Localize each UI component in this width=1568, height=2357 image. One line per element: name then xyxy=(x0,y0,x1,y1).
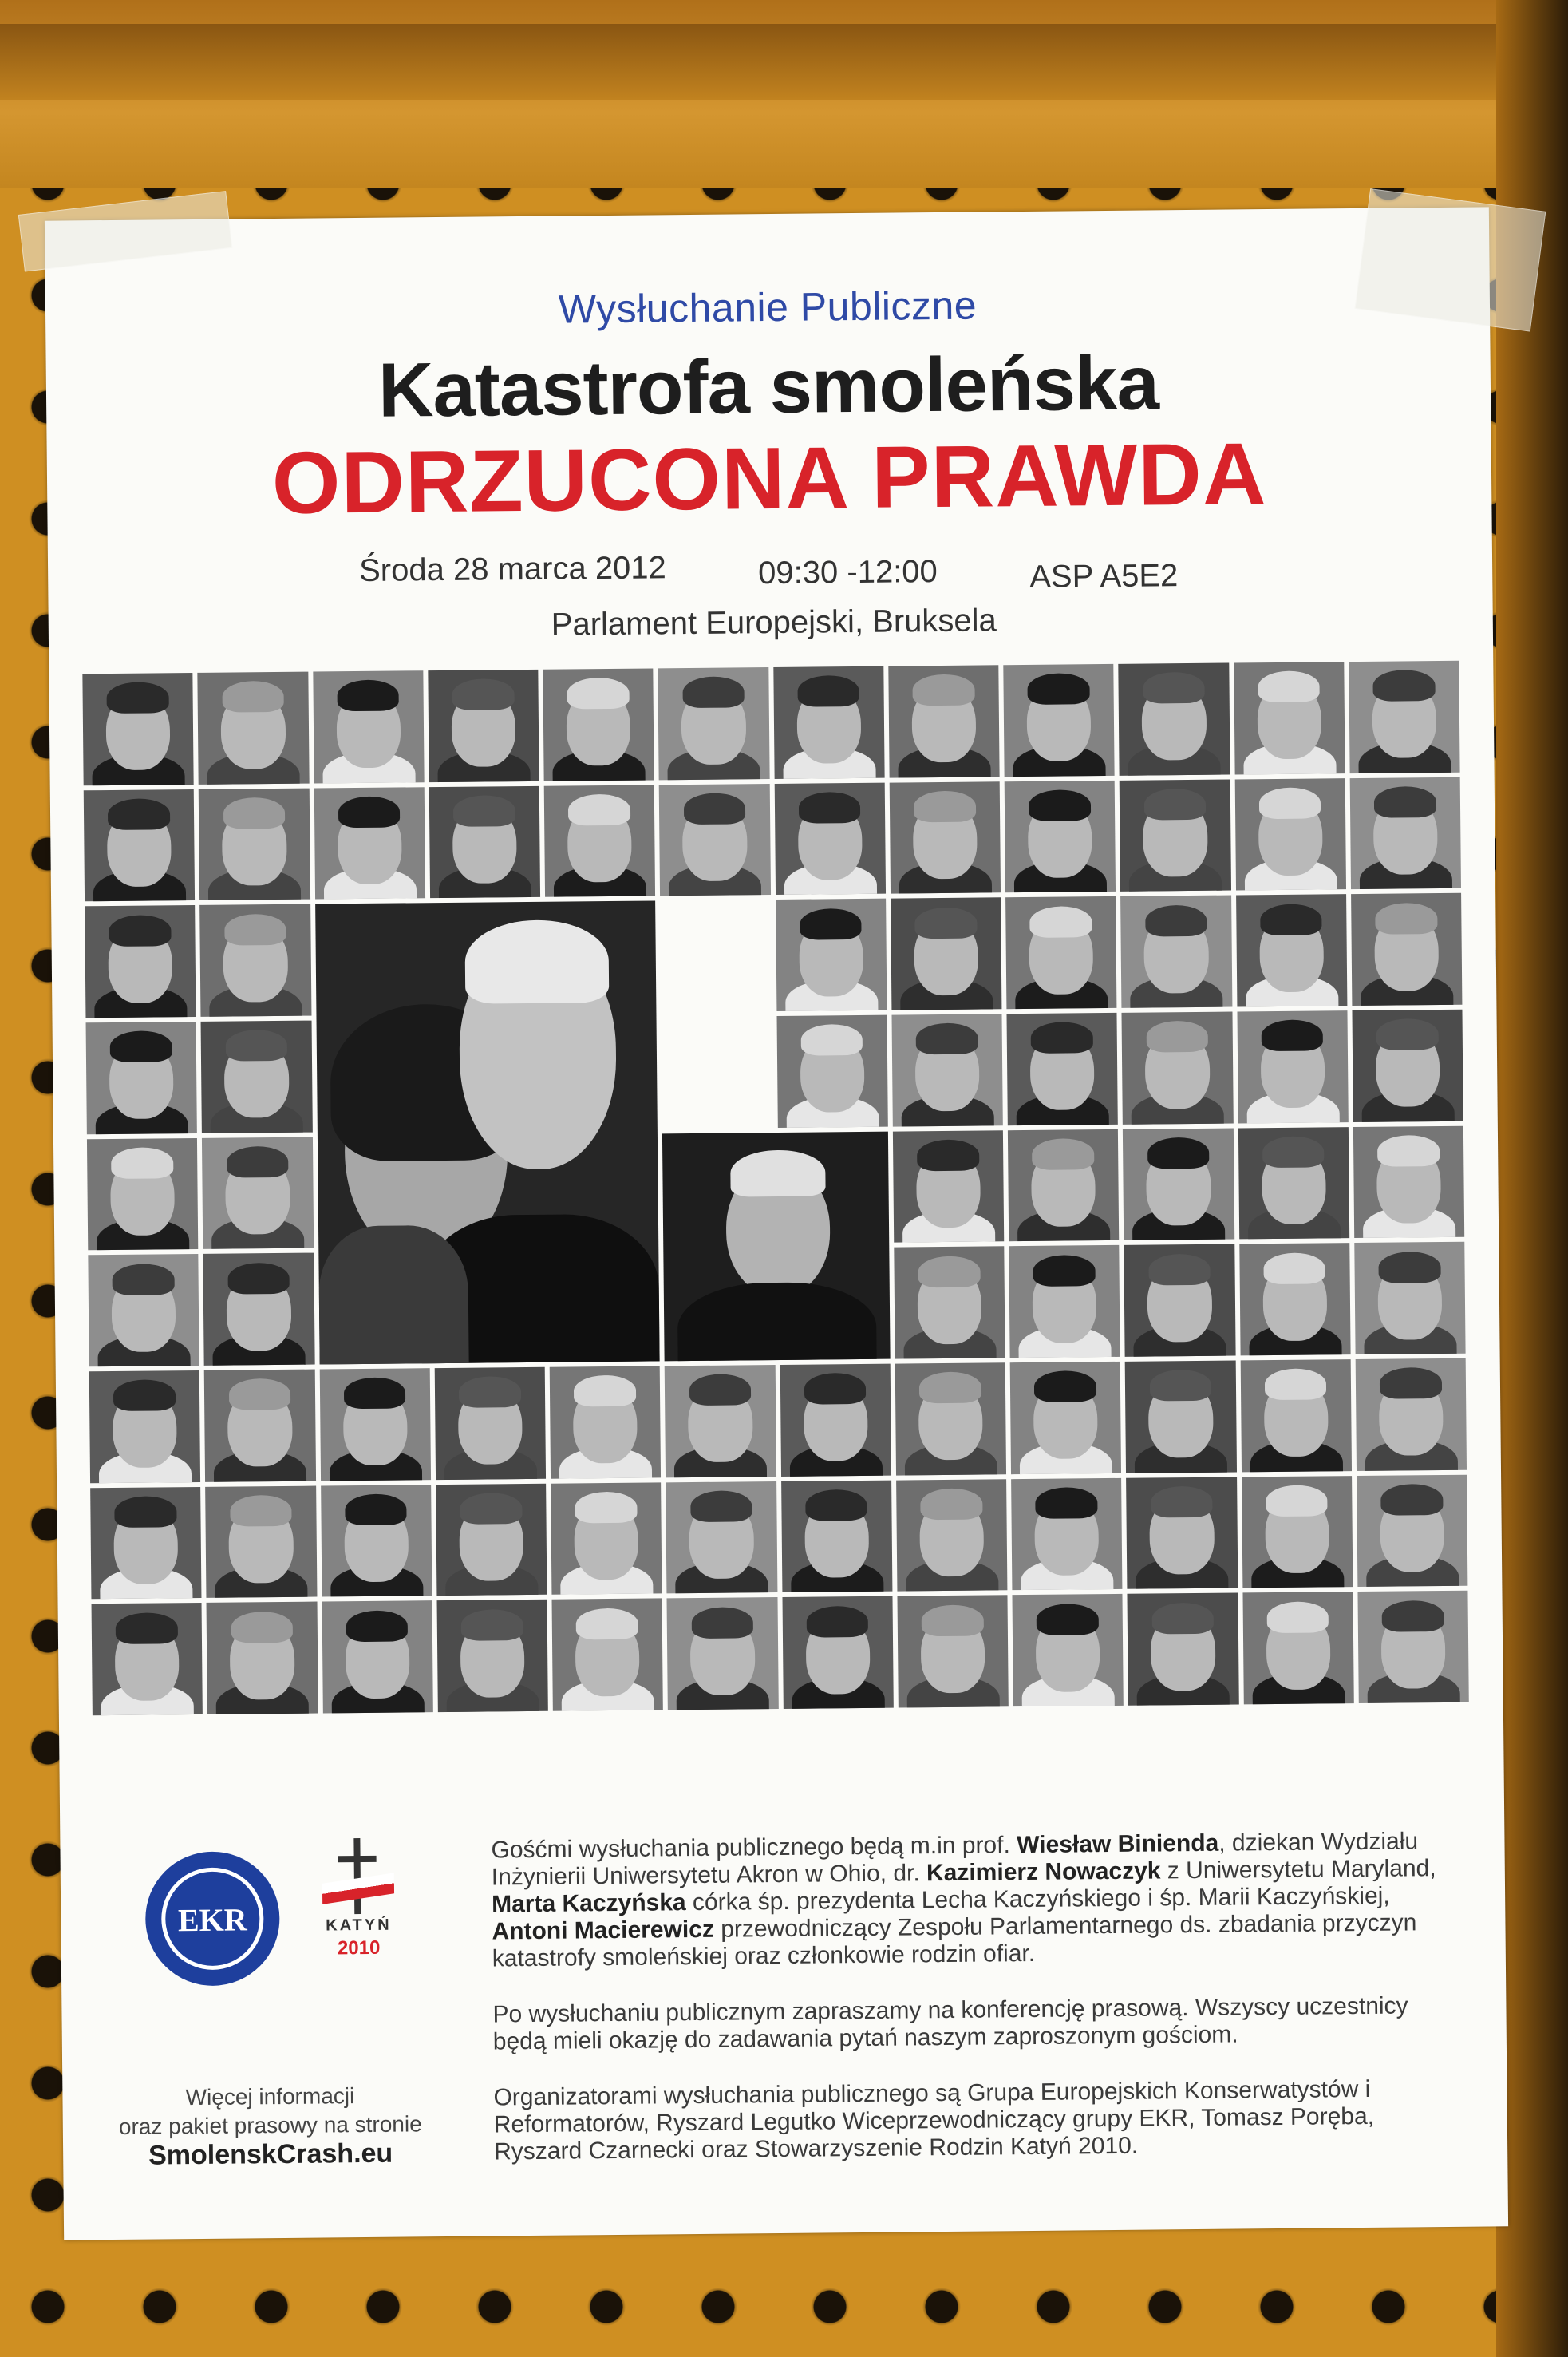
elderly-man-portrait-photo xyxy=(662,1131,890,1361)
event-time: 09:30 -12:00 xyxy=(757,554,938,591)
portrait-photo xyxy=(1242,1592,1354,1704)
portrait-photo xyxy=(199,788,310,900)
portrait-photo xyxy=(322,1600,433,1713)
portrait-photo xyxy=(551,1482,662,1595)
more-info-block xyxy=(94,2081,446,2170)
portrait-photo xyxy=(1006,1013,1118,1125)
poster-title-red: ODRZUCONA PRAWDA xyxy=(271,425,1267,533)
portrait-photo xyxy=(1351,893,1463,1006)
portrait-photo xyxy=(895,1362,1006,1475)
portrait-photo xyxy=(891,898,1002,1010)
portrait-photo xyxy=(89,1370,201,1483)
victims-photo-grid xyxy=(82,661,1468,1715)
portrait-photo xyxy=(1126,1477,1238,1589)
katyn-2010-logo xyxy=(314,1838,403,1967)
portrait-photo xyxy=(1355,1358,1467,1471)
portrait-photo xyxy=(84,789,196,902)
portrait-photo xyxy=(1234,662,1345,774)
poster-body-text xyxy=(491,1828,1451,2194)
portrait-photo xyxy=(894,1247,1005,1359)
portrait-photo xyxy=(1120,779,1231,892)
poster xyxy=(45,207,1508,2240)
ekr-logo-text: EKR xyxy=(177,1901,247,1939)
portrait-photo xyxy=(893,1130,1005,1243)
portrait-photo xyxy=(198,672,310,785)
website-link[interactable]: SmolenskCrash.eu xyxy=(148,2138,393,2171)
pegboard-right-edge xyxy=(1496,0,1568,2357)
portrait-photo xyxy=(90,1487,202,1600)
guests-text-2: , dziekan Wydziału Inżynierii Uniwersytetu Akron w Ohio, dr. xyxy=(491,1828,1419,1891)
portrait-photo xyxy=(889,781,1001,894)
event-date: Środa 28 marca 2012 xyxy=(358,550,667,588)
portrait-photo xyxy=(1011,1478,1123,1591)
portrait-photo xyxy=(1010,1362,1122,1474)
portrait-photo xyxy=(1123,1128,1234,1240)
event-place: Parlament Europejski, Bruksela xyxy=(551,603,997,643)
portrait-photo xyxy=(87,1138,199,1251)
portrait-photo xyxy=(436,1600,548,1712)
guests-text-4: córka śp. prezydenta Lecha Kaczyńskiego i śp. Marii Kaczyńskiej, xyxy=(685,1882,1390,1916)
portrait-photo xyxy=(82,673,194,785)
guest-name-binienda: Wiesław Binienda xyxy=(1017,1829,1219,1859)
portrait-photo xyxy=(1003,664,1115,777)
guest-name-kaczynska: Marta Kaczyńska xyxy=(492,1889,686,1918)
portrait-photo xyxy=(319,1368,431,1481)
katyn-logo-year: 2010 xyxy=(337,1936,381,1960)
guests-text-5: przewodniczący Zespołu Parlamentarnego ds. zbadania przyczyn katastrofy smoleńskiej oraz członkowie rodzin ofiar. xyxy=(492,1909,1417,1972)
portrait-photo xyxy=(434,1367,546,1480)
organizers-paragraph: Organizatorami wysłuchania publicznego są Grupa Europejskich Konserwatystów i Reformatorów, Ryszard Legutko Wiceprzewodniczący grupy EKR, Tomasz Poręba, Ryszard Czarnecki oraz Stowarzyszenie Rodzin Katyń 2010. xyxy=(493,2075,1375,2165)
ekr-logo xyxy=(145,1851,281,1987)
portrait-photo xyxy=(1237,1010,1349,1123)
more-info-line-2: oraz pakiet prasowy na stronie xyxy=(118,2111,422,2139)
portrait-photo xyxy=(1125,1360,1237,1473)
portrait-photo xyxy=(1357,1474,1468,1587)
portrait-photo xyxy=(776,1015,888,1128)
portrait-photo xyxy=(781,1480,893,1592)
poster-subtitle: Wysłuchanie Publiczne xyxy=(558,283,978,332)
portrait-photo xyxy=(85,905,196,1018)
portrait-photo xyxy=(201,1021,313,1133)
portrait-photo xyxy=(888,665,1000,777)
guests-text-1: Gośćmi wysłuchania publicznego będą m.in prof. xyxy=(491,1832,1017,1864)
portrait-photo xyxy=(203,1253,315,1366)
portrait-photo xyxy=(202,1137,314,1249)
couple-portrait-photo xyxy=(315,901,660,1365)
portrait-photo xyxy=(207,1602,318,1714)
portrait-photo xyxy=(314,787,425,900)
portrait-photo xyxy=(659,784,771,896)
portrait-photo xyxy=(436,1483,547,1596)
portrait-photo xyxy=(780,1364,891,1477)
poster-title: Katastrofa smoleńska xyxy=(377,340,1159,433)
portrait-photo xyxy=(1122,1012,1234,1125)
portrait-photo xyxy=(1357,1591,1469,1703)
portrait-photo xyxy=(891,1014,1003,1126)
portrait-photo xyxy=(86,1022,198,1134)
pegboard-top-frame xyxy=(0,0,1568,188)
guest-name-nowaczyk: Kazimierz Nowaczyk xyxy=(926,1857,1161,1887)
event-room: ASP A5E2 xyxy=(1029,558,1179,595)
portrait-photo xyxy=(428,670,539,782)
portrait-photo xyxy=(666,1481,777,1594)
guests-paragraph xyxy=(491,1828,1450,1973)
portrait-photo xyxy=(1005,781,1116,893)
portrait-photo xyxy=(321,1485,432,1597)
portrait-photo xyxy=(773,666,885,779)
more-info-line-1: Więcej informacji xyxy=(185,2083,355,2110)
portrait-photo xyxy=(1238,1127,1349,1240)
portrait-photo xyxy=(205,1485,317,1598)
portrait-photo xyxy=(1240,1359,1352,1472)
katyn-logo-name: KATYŃ xyxy=(326,1916,392,1935)
portrait-photo xyxy=(552,1599,664,1711)
portrait-photo xyxy=(313,670,425,783)
portrait-photo xyxy=(658,667,770,780)
portrait-photo xyxy=(199,904,311,1017)
portrait-photo xyxy=(1012,1594,1124,1706)
portrait-photo xyxy=(896,1479,1008,1592)
portrait-photo xyxy=(92,1603,203,1715)
portrait-photo xyxy=(1119,663,1230,776)
portrait-photo xyxy=(1005,896,1117,1009)
portrait-photo xyxy=(1354,1242,1466,1354)
portrait-photo xyxy=(774,782,886,895)
portrait-photo xyxy=(1239,1243,1351,1355)
portrait-photo xyxy=(1234,778,1346,891)
portrait-photo xyxy=(1352,1010,1463,1122)
portrait-photo xyxy=(1009,1245,1120,1358)
portrait-photo xyxy=(543,668,654,781)
portrait-photo xyxy=(667,1597,779,1710)
portrait-photo xyxy=(1008,1129,1120,1242)
portrait-photo xyxy=(544,785,656,897)
portrait-photo xyxy=(204,1370,316,1482)
guests-text-3: z Uniwersytetu Maryland, xyxy=(1160,1855,1436,1884)
portrait-photo xyxy=(776,899,887,1011)
portrait-photo xyxy=(429,785,540,898)
portrait-photo xyxy=(1242,1476,1353,1588)
portrait-photo xyxy=(1349,661,1460,773)
portrait-photo xyxy=(782,1596,894,1709)
portrait-photo xyxy=(897,1596,1009,1708)
portrait-photo xyxy=(1128,1593,1239,1706)
portrait-photo xyxy=(550,1366,662,1478)
portrait-photo xyxy=(1353,1125,1465,1238)
portrait-photo xyxy=(1120,896,1232,1008)
press-conference-paragraph: Po wysłuchaniu publicznym zapraszamy na konferencję prasową. Wszyscy uczestnicy będą mieli okazję do zadawania pytań naszym zaproszonym gościom. xyxy=(492,1992,1408,2055)
guest-name-macierewicz: Antoni Macierewicz xyxy=(492,1916,715,1945)
portrait-photo xyxy=(1349,777,1461,889)
portrait-photo xyxy=(1236,894,1348,1006)
portrait-photo xyxy=(665,1365,776,1477)
portrait-photo xyxy=(88,1254,199,1366)
portrait-photo xyxy=(1124,1244,1236,1357)
